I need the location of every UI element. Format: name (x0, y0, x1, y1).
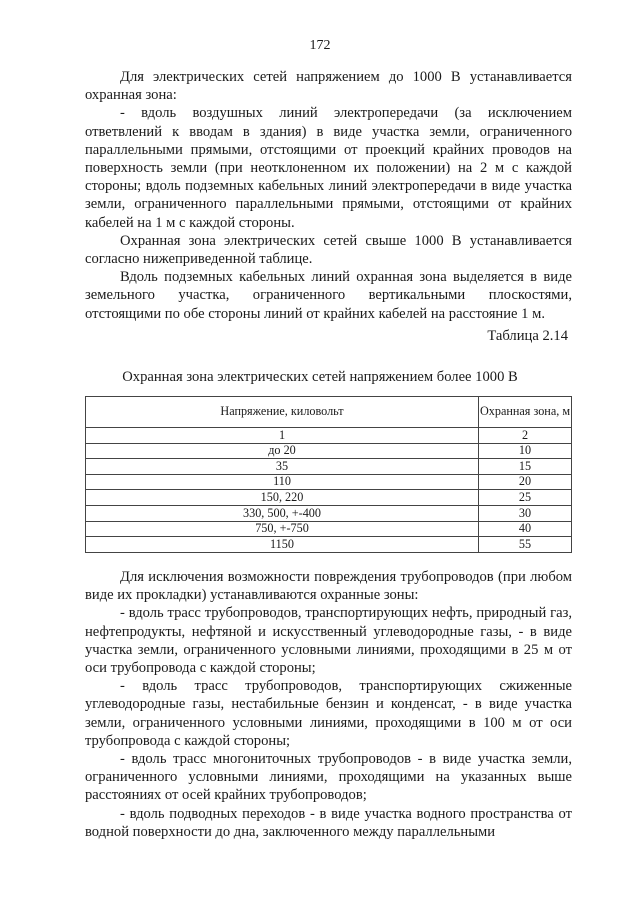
protection-zone-table (85, 396, 572, 553)
paragraph: - вдоль трасс трубопроводов, транспортирующих нефть, природный газ, нефтепродукты, нефтяной и искусственный углеводородные газы, - в виде участка земли, ограниченного условными линиями, проходящими в 25 м от оси трубопровода с каждой стороны; (85, 605, 572, 677)
table-cell: 25 (479, 490, 572, 506)
paragraph: Вдоль подземных кабельных линий охранная зона выделяется в виде земельного участка, ограниченного вертикальными плоскостями, отстоящими по обе стороны линий от крайних кабелей на расстояние 1 м. (85, 269, 572, 322)
table-cell: до 20 (86, 443, 479, 459)
table-number: Таблица 2.14 (487, 328, 568, 344)
paragraph: Для исключения возможности повреждения трубопроводов (при любом виде их прокладки) устанавливаются охранные зоны: (85, 569, 572, 604)
column-number-row (86, 428, 572, 444)
table-cell: 1150 (86, 537, 479, 553)
table-cell: 1 (86, 428, 479, 444)
paragraph: - вдоль трасс многониточных трубопроводов - в виде участка земли, ограниченного условными линиями, проходящими на указанных выше расстояниях от осей крайних трубопроводов; (85, 751, 572, 804)
paragraph: - вдоль подводных переходов - в виде участка водного пространства от водной поверхности до дна, заключенного между параллельными (85, 805, 572, 840)
table-cell: 150, 220 (86, 490, 479, 506)
table-cell: 110 (86, 474, 479, 490)
pipelines-section (85, 568, 572, 841)
paragraph: Охранная зона электрических сетей свыше 1000 В устанавливается согласно нижеприведенной таблице. (85, 232, 572, 268)
table-cell: 35 (86, 459, 479, 475)
table-row (86, 443, 572, 459)
table-cell: 750, +-750 (86, 521, 479, 537)
table-caption: Охранная зона электрических сетей напряжением более 1000 В (122, 369, 518, 385)
header-voltage: Напряжение, киловольт (86, 397, 479, 428)
table-row (86, 537, 572, 553)
header-zone: Охранная зона, м (479, 397, 572, 428)
paragraph: - вдоль воздушных линий электропередачи (за исключением ответвлений к вводам в здания) в виде участка земли, ограниченного параллельными прямыми, отстоящими от проекций крайних проводов на поверхность земли (при неотклоненном их положении) на 2 м с каждой стороны; вдоль подземных кабельных линий электропередачи в виде участка земли, ограниченного параллельными прямыми, отстоящими от крайних кабелей на 1 м с каждой стороны. (85, 105, 572, 231)
table-cell: 15 (479, 459, 572, 475)
table-cell: 20 (479, 474, 572, 490)
table-row (86, 459, 572, 475)
table-cell: 10 (479, 443, 572, 459)
table-header-row (86, 397, 572, 428)
paragraph: Для электрических сетей напряжением до 1000 В устанавливается охранная зона: (85, 69, 572, 104)
table-row (86, 521, 572, 537)
table-cell: 30 (479, 505, 572, 521)
intro-section (85, 68, 572, 323)
table-cell: 40 (479, 521, 572, 537)
table-row (86, 490, 572, 506)
table-cell: 330, 500, +-400 (86, 505, 479, 521)
table-row (86, 474, 572, 490)
table-cell: 2 (479, 428, 572, 444)
page-number: 172 (309, 38, 331, 53)
table-cell: 55 (479, 537, 572, 553)
table-row (86, 505, 572, 521)
paragraph: - вдоль трасс трубопроводов, транспортирующих сжиженные углеводородные газы, нестабильные бензин и конденсат, - в виде участка земли, ограниченного условными линиями, проходящими в 100 м от оси трубопровода с каждой стороны; (85, 678, 572, 749)
